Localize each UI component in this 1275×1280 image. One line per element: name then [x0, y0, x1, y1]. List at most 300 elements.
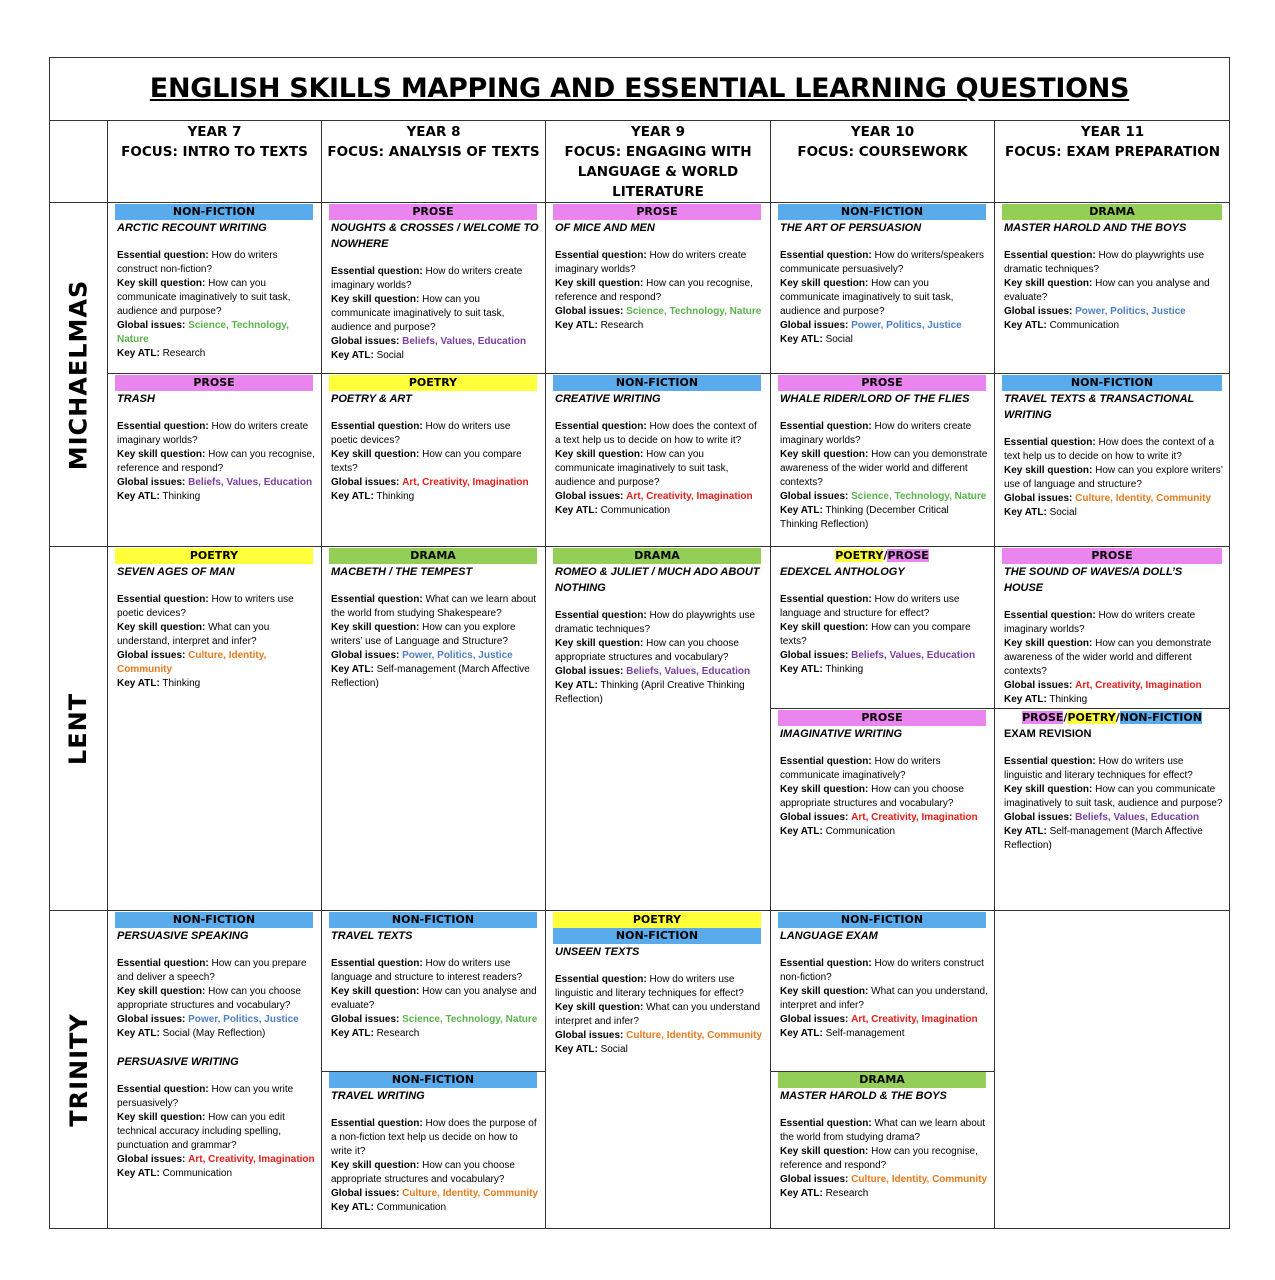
field-line — [117, 985, 315, 1013]
unit-cell — [546, 548, 770, 707]
field-line — [780, 333, 988, 347]
field-label: Key ATL: — [780, 505, 823, 516]
field-value: How do writers/speakers communicate persuasively? — [780, 250, 984, 275]
field-value: How can you choose appropriate structures and vocabulary? — [780, 784, 964, 809]
field-value: How can you communicate imaginatively to suit task, audience and purpose? — [1004, 784, 1223, 809]
unit-title: LANGUAGE EXAM — [780, 930, 878, 942]
field-label: Key ATL: — [1004, 826, 1047, 837]
field-label: Key ATL: — [117, 1028, 160, 1039]
genre-label: PROSE — [778, 710, 986, 726]
page-title: ENGLISH SKILLS MAPPING AND ESSENTIAL LEARNING QUESTIONS — [149, 73, 1130, 104]
field-line — [331, 1201, 539, 1215]
field-value: How does the purpose of a non-fiction text help us decide on how to write it? — [331, 1118, 537, 1157]
field-value: Thinking — [1049, 694, 1088, 705]
field-line — [117, 1083, 315, 1111]
field-value: Art, Creativity, Imagination — [188, 1154, 315, 1165]
field-value: Beliefs, Values, Education — [402, 336, 527, 347]
field-label: Global issues: — [1004, 680, 1073, 691]
field-value: How can you choose appropriate structures and vocabulary? — [555, 638, 739, 663]
field-value: How do writers create imaginary worlds? — [117, 421, 309, 446]
divider — [770, 708, 1230, 709]
term-label-lent: LENT — [64, 692, 93, 765]
field-line — [331, 490, 539, 504]
field-value: Self-management — [825, 1028, 905, 1039]
field-line — [1004, 436, 1224, 464]
field-value: How do writers create imaginary worlds? — [1004, 610, 1196, 635]
field-value: How does the context of a text help us to decide on how to write it? — [555, 421, 757, 446]
field-line — [117, 420, 315, 448]
field-line — [555, 249, 764, 277]
field-line — [780, 811, 988, 825]
field-value: Self-management (March Affective Reflection) — [331, 664, 530, 689]
genre-label: PROSE/POETRY/NON-FICTION — [1022, 711, 1202, 724]
field-value: How do writers use language and structure to interest readers? — [331, 958, 523, 983]
unit-cell — [108, 204, 321, 361]
genre-label: NON-FICTION — [115, 204, 313, 220]
field-line — [555, 504, 764, 518]
unit-title: THE ART OF PERSUASION — [780, 222, 922, 234]
field-label: Essential question: — [555, 610, 647, 621]
field-label: Key ATL: — [780, 826, 823, 837]
unit-cell — [108, 548, 321, 691]
field-line — [780, 593, 988, 621]
field-line — [117, 319, 315, 347]
field-label: Key ATL: — [1004, 694, 1047, 705]
unit-title: ROMEO & JULIET / MUCH ADO ABOUT NOTHING — [555, 566, 760, 594]
field-value: How do writers communicate imaginatively? — [780, 756, 941, 781]
field-value: How can you choose appropriate structures and vocabulary? — [117, 986, 301, 1011]
field-line — [117, 1027, 315, 1041]
unit-cell — [546, 375, 770, 518]
field-value: How do writers construct non-fiction? — [780, 958, 984, 983]
field-value: How can you communicate imaginatively to suit task, audience and purpose? — [780, 278, 954, 317]
field-value: How can you explore writers’ use of language and structure? — [1004, 465, 1223, 490]
field-value: How can you communicate imaginatively to suit task, audience and purpose? — [331, 294, 505, 333]
field-value: How can you choose appropriate structures and vocabulary? — [331, 1160, 515, 1185]
field-label: Essential question: — [780, 594, 872, 605]
unit-cell — [995, 548, 1230, 707]
field-line — [780, 1187, 988, 1201]
genre-label: DRAMA — [329, 548, 537, 564]
field-label: Global issues: — [780, 320, 849, 331]
field-label: Essential question: — [555, 974, 647, 985]
field-label: Key skill question: — [555, 278, 644, 289]
field-value: Communication — [162, 1168, 233, 1179]
genre-label: NON-FICTION — [115, 912, 313, 928]
year-label: YEAR 8 — [406, 124, 461, 140]
unit-cell — [546, 912, 770, 1057]
field-line — [555, 420, 764, 448]
field-label: Key ATL: — [780, 1028, 823, 1039]
year-label: YEAR 11 — [1080, 124, 1145, 140]
field-value: What can we learn about the world from studying Shakespeare? — [331, 594, 537, 619]
field-label: Key skill question: — [331, 294, 420, 305]
field-value: How do writers create imaginary worlds? — [780, 421, 972, 446]
field-label: Essential question: — [117, 594, 209, 605]
field-label: Global issues: — [117, 1014, 186, 1025]
field-label: Global issues: — [780, 1174, 849, 1185]
unit-cell — [995, 710, 1230, 853]
field-label: Essential question: — [780, 1118, 872, 1129]
field-line — [780, 755, 988, 783]
field-value: How can you write persuasively? — [117, 1084, 294, 1109]
field-line — [780, 663, 988, 677]
unit-cell — [995, 375, 1230, 520]
field-label: Key ATL: — [331, 1028, 374, 1039]
field-label: Key skill question: — [117, 622, 206, 633]
unit-title: MASTER HAROLD AND THE BOYS — [1004, 222, 1187, 234]
field-value: What can you understand interpret and infer? — [555, 1002, 761, 1027]
field-label: Essential question: — [780, 250, 872, 261]
field-line — [331, 420, 539, 448]
unit-cell — [322, 548, 545, 691]
field-value: How can you demonstrate awareness of the wider world and different contexts? — [780, 449, 988, 488]
unit-title: EXAM REVISION — [1004, 728, 1092, 740]
field-line — [117, 249, 315, 277]
field-value: Power, Politics, Justice — [402, 650, 513, 661]
field-label: Key ATL: — [780, 334, 823, 345]
field-value: Culture, Identity, Community — [1075, 493, 1212, 504]
field-label: Essential question: — [331, 958, 423, 969]
unit-cell — [322, 204, 545, 363]
field-line — [780, 490, 988, 504]
field-line — [117, 649, 315, 677]
field-label: Essential question: — [331, 421, 423, 432]
unit-title: CREATIVE WRITING — [555, 393, 661, 405]
unit-cell — [546, 204, 770, 333]
field-line — [331, 663, 539, 691]
genre-label: NON-FICTION — [329, 1072, 537, 1088]
field-label: Essential question: — [331, 266, 423, 277]
field-value: Thinking — [162, 678, 201, 689]
field-label: Essential question: — [780, 958, 872, 969]
field-line — [555, 609, 764, 637]
field-line — [1004, 277, 1224, 305]
field-value: How do writers use linguistic and literary techniques for effect? — [1004, 756, 1193, 781]
genre-label: NON-FICTION — [329, 912, 537, 928]
field-value: How do writers construct non-fiction? — [117, 250, 278, 275]
field-label: Key ATL: — [780, 1188, 823, 1199]
field-value: Thinking — [162, 491, 201, 502]
field-label: Key skill question: — [331, 622, 420, 633]
field-line — [780, 249, 988, 277]
field-label: Key ATL: — [555, 1044, 598, 1055]
field-line — [117, 448, 315, 476]
term-label-michaelmas: MICHAELMAS — [64, 279, 93, 470]
field-line — [331, 1159, 539, 1187]
field-label: Global issues: — [780, 1014, 849, 1025]
field-value: Art, Creativity, Imagination — [851, 1014, 978, 1025]
field-label: Key skill question: — [780, 784, 869, 795]
field-value: Culture, Identity, Community — [626, 1030, 763, 1041]
field-line — [1004, 319, 1224, 333]
field-label: Global issues: — [331, 336, 400, 347]
field-line — [555, 319, 764, 333]
divider — [108, 373, 1230, 374]
unit-title: WHALE RIDER/LORD OF THE FLIES — [780, 393, 970, 405]
unit-title: EDEXCEL ANTHOLOGY — [780, 566, 905, 578]
field-value: Thinking (April Creative Thinking Reflection) — [555, 680, 745, 705]
unit-cell — [771, 375, 994, 532]
genre-label: POETRY/PROSE — [835, 549, 929, 562]
field-label: Global issues: — [780, 812, 849, 823]
field-value: Social — [600, 1044, 628, 1055]
field-label: Key skill question: — [555, 449, 644, 460]
field-value: Research — [162, 348, 206, 359]
field-value: Thinking — [825, 664, 864, 675]
field-line — [117, 957, 315, 985]
field-line — [780, 1173, 988, 1187]
year-label: YEAR 10 — [850, 124, 915, 140]
field-line — [555, 490, 764, 504]
field-label: Key skill question: — [331, 1160, 420, 1171]
focus-label: FOCUS: COURSEWORK — [797, 144, 968, 160]
column-header-year7 — [108, 122, 321, 202]
field-label: Global issues: — [780, 491, 849, 502]
field-line — [555, 1043, 764, 1057]
field-line — [555, 637, 764, 665]
field-line — [331, 593, 539, 621]
field-value: Social (May Reflection) — [162, 1028, 266, 1039]
field-value: How do playwrights use dramatic techniques? — [1004, 250, 1205, 275]
field-line — [117, 1167, 315, 1181]
field-label: Global issues: — [331, 650, 400, 661]
field-label: Global issues: — [1004, 306, 1073, 317]
genre-label: PROSE — [1002, 548, 1222, 564]
genre-label: POETRY — [553, 912, 761, 928]
field-line — [1004, 492, 1224, 506]
field-line — [331, 649, 539, 663]
field-label: Key ATL: — [555, 320, 598, 331]
genre-label: PROSE — [553, 204, 761, 220]
field-value: Culture, Identity, Community — [402, 1188, 539, 1199]
field-line — [331, 1187, 539, 1201]
field-line — [117, 1111, 315, 1153]
genre-label: NON-FICTION — [778, 204, 986, 220]
field-label: Global issues: — [555, 491, 624, 502]
genre-label: NON-FICTION — [778, 912, 986, 928]
field-label: Key skill question: — [780, 278, 869, 289]
field-line — [331, 293, 539, 335]
genre-label: PROSE — [778, 375, 986, 391]
field-label: Key ATL: — [117, 678, 160, 689]
field-value: What can you understand, interpret and infer? — [780, 986, 988, 1011]
unit-title: ARCTIC RECOUNT WRITING — [117, 222, 267, 234]
field-value: Communication — [600, 505, 671, 516]
field-line — [1004, 679, 1224, 693]
field-line — [331, 476, 539, 490]
field-line — [117, 593, 315, 621]
field-label: Essential question: — [331, 594, 423, 605]
field-label: Global issues: — [780, 650, 849, 661]
field-label: Essential question: — [780, 756, 872, 767]
field-label: Key skill question: — [555, 638, 644, 649]
field-line — [117, 476, 315, 490]
field-line — [780, 319, 988, 333]
field-label: Key skill question: — [1004, 278, 1093, 289]
unit-cell — [108, 912, 321, 1181]
field-value: Thinking (December Critical Thinking Reflection) — [780, 505, 949, 530]
unit-title: PERSUASIVE WRITING — [117, 1056, 239, 1068]
field-label: Global issues: — [555, 666, 624, 677]
field-value: How do writers create imaginary worlds? — [555, 250, 747, 275]
field-line — [1004, 783, 1224, 811]
year-label: YEAR 9 — [631, 124, 685, 140]
field-value: How can you analyse and evaluate? — [1004, 278, 1210, 303]
field-label: Global issues: — [1004, 493, 1073, 504]
field-label: Essential question: — [331, 1118, 423, 1129]
field-value: How does the context of a text help us to decide on how to write it? — [1004, 437, 1215, 462]
field-value: How can you edit technical accuracy including spelling, punctuation and grammar? — [117, 1112, 285, 1151]
unit-title: TRASH — [117, 393, 155, 405]
field-line — [555, 973, 764, 1001]
field-line — [331, 1117, 539, 1159]
field-label: Key ATL: — [555, 505, 598, 516]
field-label: Key skill question: — [117, 986, 206, 997]
unit-title: TRAVEL WRITING — [331, 1090, 425, 1102]
field-label: Essential question: — [117, 1084, 209, 1095]
field-line — [780, 985, 988, 1013]
divider — [49, 202, 1230, 203]
field-line — [331, 335, 539, 349]
field-value: Culture, Identity, Community — [117, 650, 267, 675]
field-value: How can you prepare and deliver a speech? — [117, 958, 307, 983]
field-label: Key skill question: — [117, 278, 206, 289]
unit-title: TRAVEL TEXTS — [331, 930, 413, 942]
field-value: Power, Politics, Justice — [188, 1014, 299, 1025]
field-line — [117, 347, 315, 361]
focus-label: FOCUS: ANALYSIS OF TEXTS — [327, 144, 540, 160]
field-value: How can you explore writers’ use of Language and Structure? — [331, 622, 516, 647]
unit-cell — [771, 204, 994, 347]
field-label: Key ATL: — [117, 348, 160, 359]
field-label: Key skill question: — [780, 449, 869, 460]
field-label: Key skill question: — [780, 1146, 869, 1157]
field-line — [780, 277, 988, 319]
field-line — [780, 1145, 988, 1173]
field-value: How can you demonstrate awareness of the wider world and different contexts? — [1004, 638, 1212, 677]
field-value: Science, Technology, Nature — [851, 491, 987, 502]
field-value: Science, Technology, Nature — [117, 320, 289, 345]
unit-cell — [771, 548, 994, 677]
field-label: Key ATL: — [780, 664, 823, 675]
term-label-trinity: TRINITY — [64, 1013, 93, 1127]
field-line — [555, 679, 764, 707]
field-line — [780, 957, 988, 985]
field-label: Global issues: — [555, 306, 624, 317]
divider — [49, 546, 1230, 547]
field-value: How can you recognise, reference and respond? — [555, 278, 753, 303]
field-value: Art, Creativity, Imagination — [626, 491, 753, 502]
field-line — [555, 305, 764, 319]
field-value: How can you compare texts? — [780, 622, 971, 647]
field-line — [780, 1013, 988, 1027]
field-value: How can you analyse and evaluate? — [331, 986, 537, 1011]
field-value: Beliefs, Values, Education — [851, 650, 976, 661]
genre-label: NON-FICTION — [553, 928, 761, 944]
field-line — [555, 277, 764, 305]
field-line — [117, 1153, 315, 1167]
unit-title: PERSUASIVE SPEAKING — [117, 930, 249, 942]
field-label: Essential question: — [780, 421, 872, 432]
field-value: What can we learn about the world from studying drama? — [780, 1118, 986, 1143]
field-label: Global issues: — [117, 320, 186, 331]
unit-title: MACBETH / THE TEMPEST — [331, 566, 473, 578]
genre-label: PROSE — [329, 204, 537, 220]
field-label: Essential question: — [1004, 610, 1096, 621]
genre-label: NON-FICTION — [1002, 375, 1222, 391]
unit-title: TRAVEL TEXTS & TRANSACTIONAL WRITING — [1004, 393, 1195, 421]
field-line — [555, 1029, 764, 1043]
column-header-year10 — [771, 122, 994, 202]
field-line — [1004, 693, 1224, 707]
field-label: Essential question: — [1004, 250, 1096, 261]
field-value: How to writers use poetic devices? — [117, 594, 294, 619]
field-label: Key ATL: — [117, 1168, 160, 1179]
genre-label: PROSE — [115, 375, 313, 391]
field-value: Research — [376, 1028, 420, 1039]
field-label: Essential question: — [1004, 756, 1096, 767]
field-line — [331, 265, 539, 293]
field-label: Key ATL: — [331, 350, 374, 361]
unit-title: IMAGINATIVE WRITING — [780, 728, 903, 740]
field-label: Key skill question: — [117, 1112, 206, 1123]
unit-cell — [995, 204, 1230, 333]
unit-cell — [322, 1072, 545, 1215]
field-line — [1004, 825, 1224, 853]
field-line — [1004, 249, 1224, 277]
field-line — [780, 504, 988, 532]
unit-cell — [771, 912, 994, 1041]
field-label: Key skill question: — [1004, 784, 1093, 795]
unit-title: MASTER HAROLD & THE BOYS — [780, 1090, 947, 1102]
genre-label: DRAMA — [1002, 204, 1222, 220]
field-label: Key ATL: — [331, 1202, 374, 1213]
field-value: Research — [825, 1188, 869, 1199]
field-line — [331, 349, 539, 363]
field-label: Essential question: — [117, 421, 209, 432]
field-label: Global issues: — [117, 650, 186, 661]
field-value: How can you recognise, reference and respond? — [780, 1146, 978, 1171]
field-label: Global issues: — [117, 477, 186, 488]
field-label: Essential question: — [555, 421, 647, 432]
field-label: Key skill question: — [117, 449, 206, 460]
field-label: Essential question: — [117, 958, 209, 969]
field-line — [1004, 506, 1224, 520]
field-value: Communication — [376, 1202, 447, 1213]
field-line — [780, 783, 988, 811]
unit-cell — [108, 375, 321, 504]
year-label: YEAR 7 — [187, 124, 242, 140]
column-header-year8 — [322, 122, 545, 202]
field-value: Power, Politics, Justice — [851, 320, 962, 331]
field-line — [1004, 464, 1224, 492]
focus-label: FOCUS: EXAM PREPARATION — [1004, 144, 1221, 160]
field-line — [117, 1013, 315, 1027]
field-line — [1004, 637, 1224, 679]
field-value: Culture, Identity, Community — [851, 1174, 988, 1185]
field-label: Essential question: — [555, 250, 647, 261]
field-label: Key skill question: — [331, 449, 420, 460]
field-value: How can you compare texts? — [331, 449, 522, 474]
field-value: Thinking — [376, 491, 415, 502]
field-value: Communication — [825, 826, 896, 837]
focus-label: FOCUS: ENGAGING WITH LANGUAGE & WORLD LITERATURE — [564, 144, 752, 200]
field-line — [1004, 755, 1224, 783]
field-label: Global issues: — [331, 477, 400, 488]
field-line — [1004, 305, 1224, 319]
field-line — [780, 649, 988, 663]
